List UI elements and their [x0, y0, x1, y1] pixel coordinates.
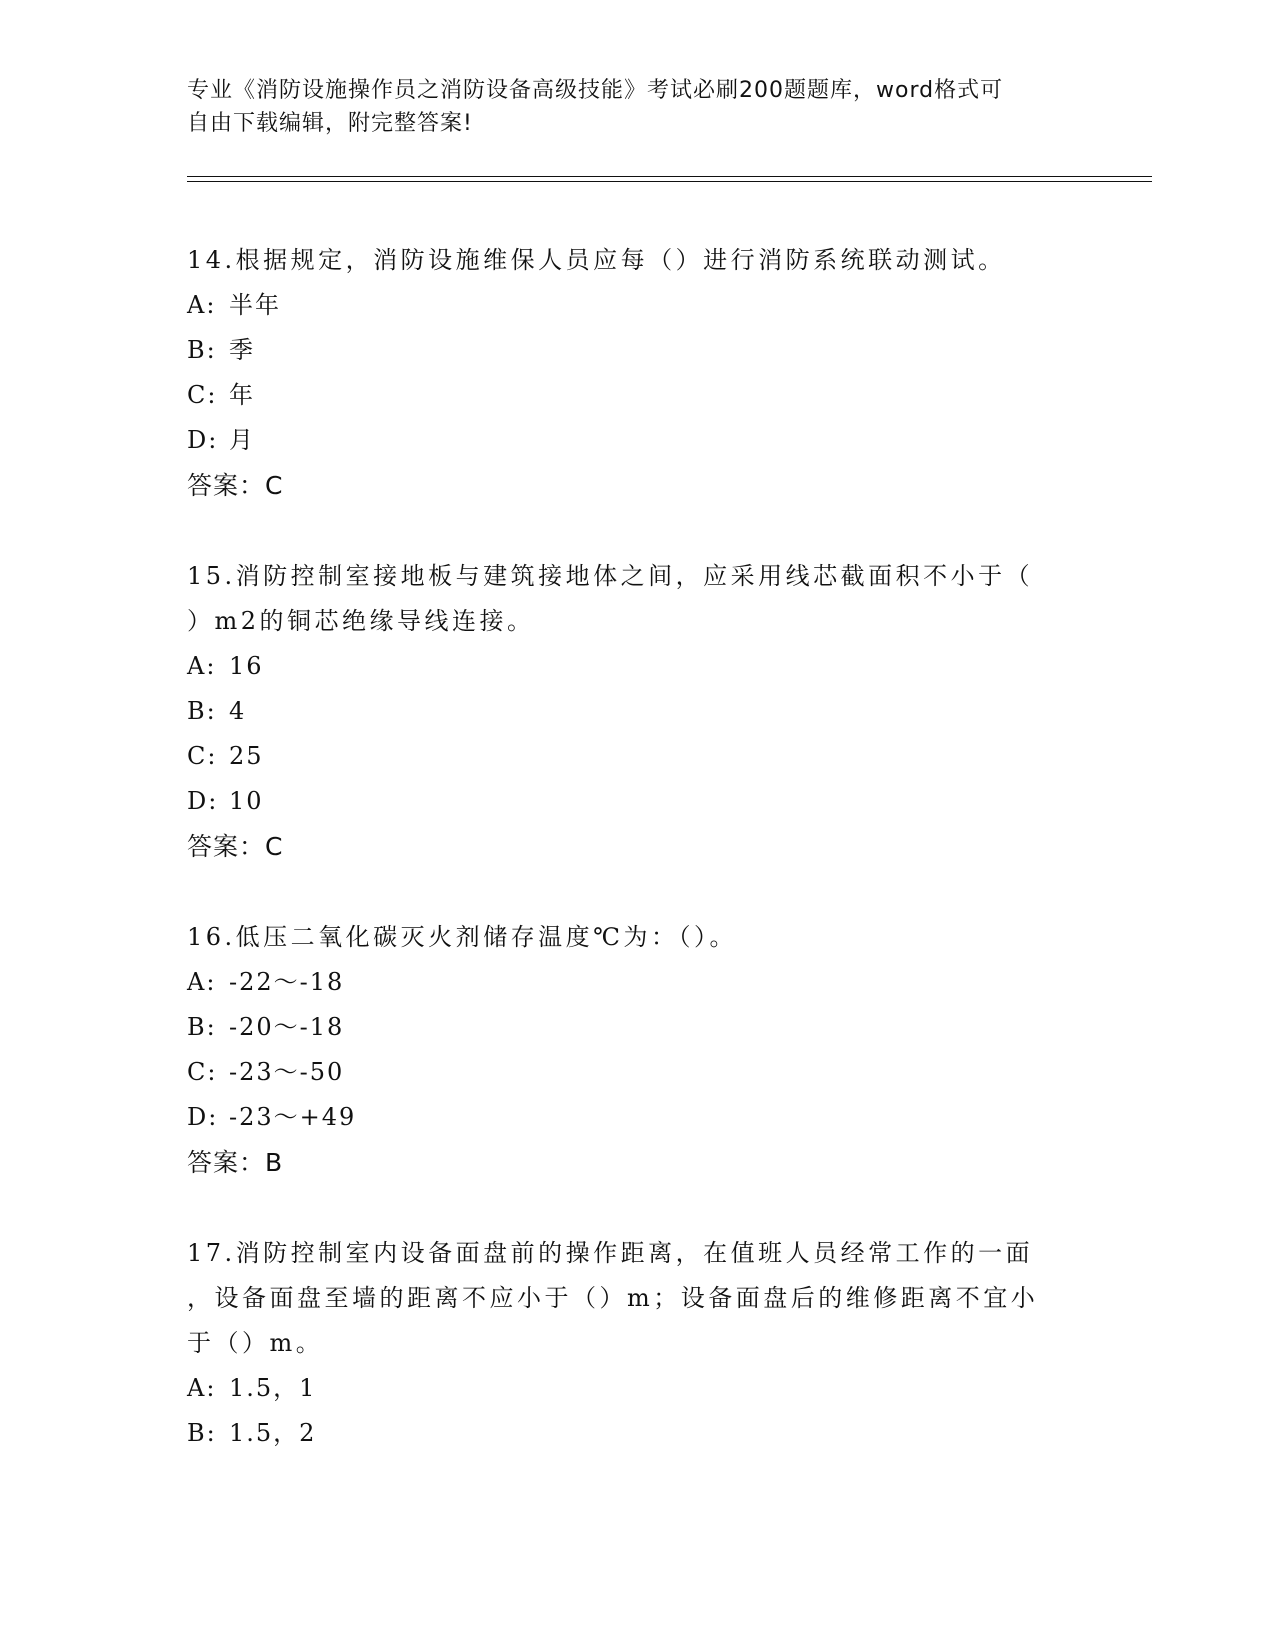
option-key: B: — [187, 1419, 217, 1447]
option-c — [187, 373, 1087, 418]
option-text: 25 — [229, 742, 264, 770]
question-16 — [187, 915, 1087, 1185]
option-d — [187, 418, 1087, 463]
question-stem: 14.根据规定，消防设施维保人员应每（）进行消防系统联动测试。 — [187, 246, 1006, 274]
option-b — [187, 1005, 1087, 1050]
option-text: 1.5，1 — [229, 1374, 317, 1402]
option-text: 季 — [229, 336, 255, 364]
question-stem-continued: ）m2的铜芯绝缘导线连接。 — [187, 607, 535, 635]
option-b — [187, 328, 1087, 373]
option-c — [187, 1050, 1087, 1095]
option-key: C: — [187, 742, 218, 770]
option-b — [187, 689, 1087, 734]
option-text: 月 — [229, 426, 255, 454]
question-17 — [187, 1231, 1087, 1456]
question-stem: 15.消防控制室接地板与建筑接地体之间，应采用线芯截面积不小于（ — [187, 562, 1034, 590]
option-text: 16 — [229, 652, 264, 680]
option-key: B: — [187, 1013, 217, 1041]
option-text: 1.5，2 — [229, 1419, 317, 1447]
question-stem: 16.低压二氧化碳灭火剂储存温度℃为：（）。 — [187, 923, 738, 951]
question-14 — [187, 238, 1087, 508]
option-key: D: — [187, 1103, 219, 1131]
option-d — [187, 1095, 1087, 1140]
answer-line: 答案：B — [187, 1148, 284, 1177]
option-text: -22～-18 — [229, 968, 345, 996]
question-stem-continued: ，设备面盘至墙的距离不应小于（）m；设备面盘后的维修距离不宜小 — [187, 1284, 1039, 1312]
option-a — [187, 644, 1087, 689]
option-key: C: — [187, 1058, 218, 1086]
option-key: D: — [187, 426, 219, 454]
option-text: 年 — [229, 381, 255, 409]
option-key: B: — [187, 336, 217, 364]
header-divider-bottom — [187, 181, 1152, 182]
option-a — [187, 1366, 1087, 1411]
option-text: 10 — [229, 787, 264, 815]
option-key: D: — [187, 787, 219, 815]
option-d — [187, 779, 1087, 824]
option-text: -20～-18 — [229, 1013, 345, 1041]
question-15 — [187, 554, 1087, 869]
answer-line: 答案：C — [187, 832, 284, 861]
option-a — [187, 960, 1087, 1005]
answer-line: 答案：C — [187, 471, 284, 500]
question-stem: 17.消防控制室内设备面盘前的操作距离，在值班人员经常工作的一面 — [187, 1239, 1034, 1267]
option-key: A: — [187, 291, 217, 319]
option-text: 半年 — [229, 291, 281, 319]
option-c — [187, 734, 1087, 779]
header-divider-top — [187, 176, 1152, 177]
option-key: B: — [187, 697, 217, 725]
question-stem-continued: 于（）m。 — [187, 1329, 324, 1357]
option-text: -23～+49 — [229, 1103, 357, 1131]
option-a — [187, 283, 1087, 328]
option-b — [187, 1411, 1087, 1456]
option-text: -23～-50 — [229, 1058, 345, 1086]
document-header — [187, 74, 1067, 140]
option-key: A: — [187, 1374, 217, 1402]
option-key: A: — [187, 968, 217, 996]
question-list — [187, 238, 1087, 1502]
option-key: A: — [187, 652, 217, 680]
option-text: 4 — [229, 697, 247, 725]
header-line-2: 自由下载编辑，附完整答案! — [187, 111, 473, 136]
header-line-1: 专业《消防设施操作员之消防设备高级技能》考试必刷200题题库，word格式可 — [187, 78, 1004, 103]
option-key: C: — [187, 381, 218, 409]
